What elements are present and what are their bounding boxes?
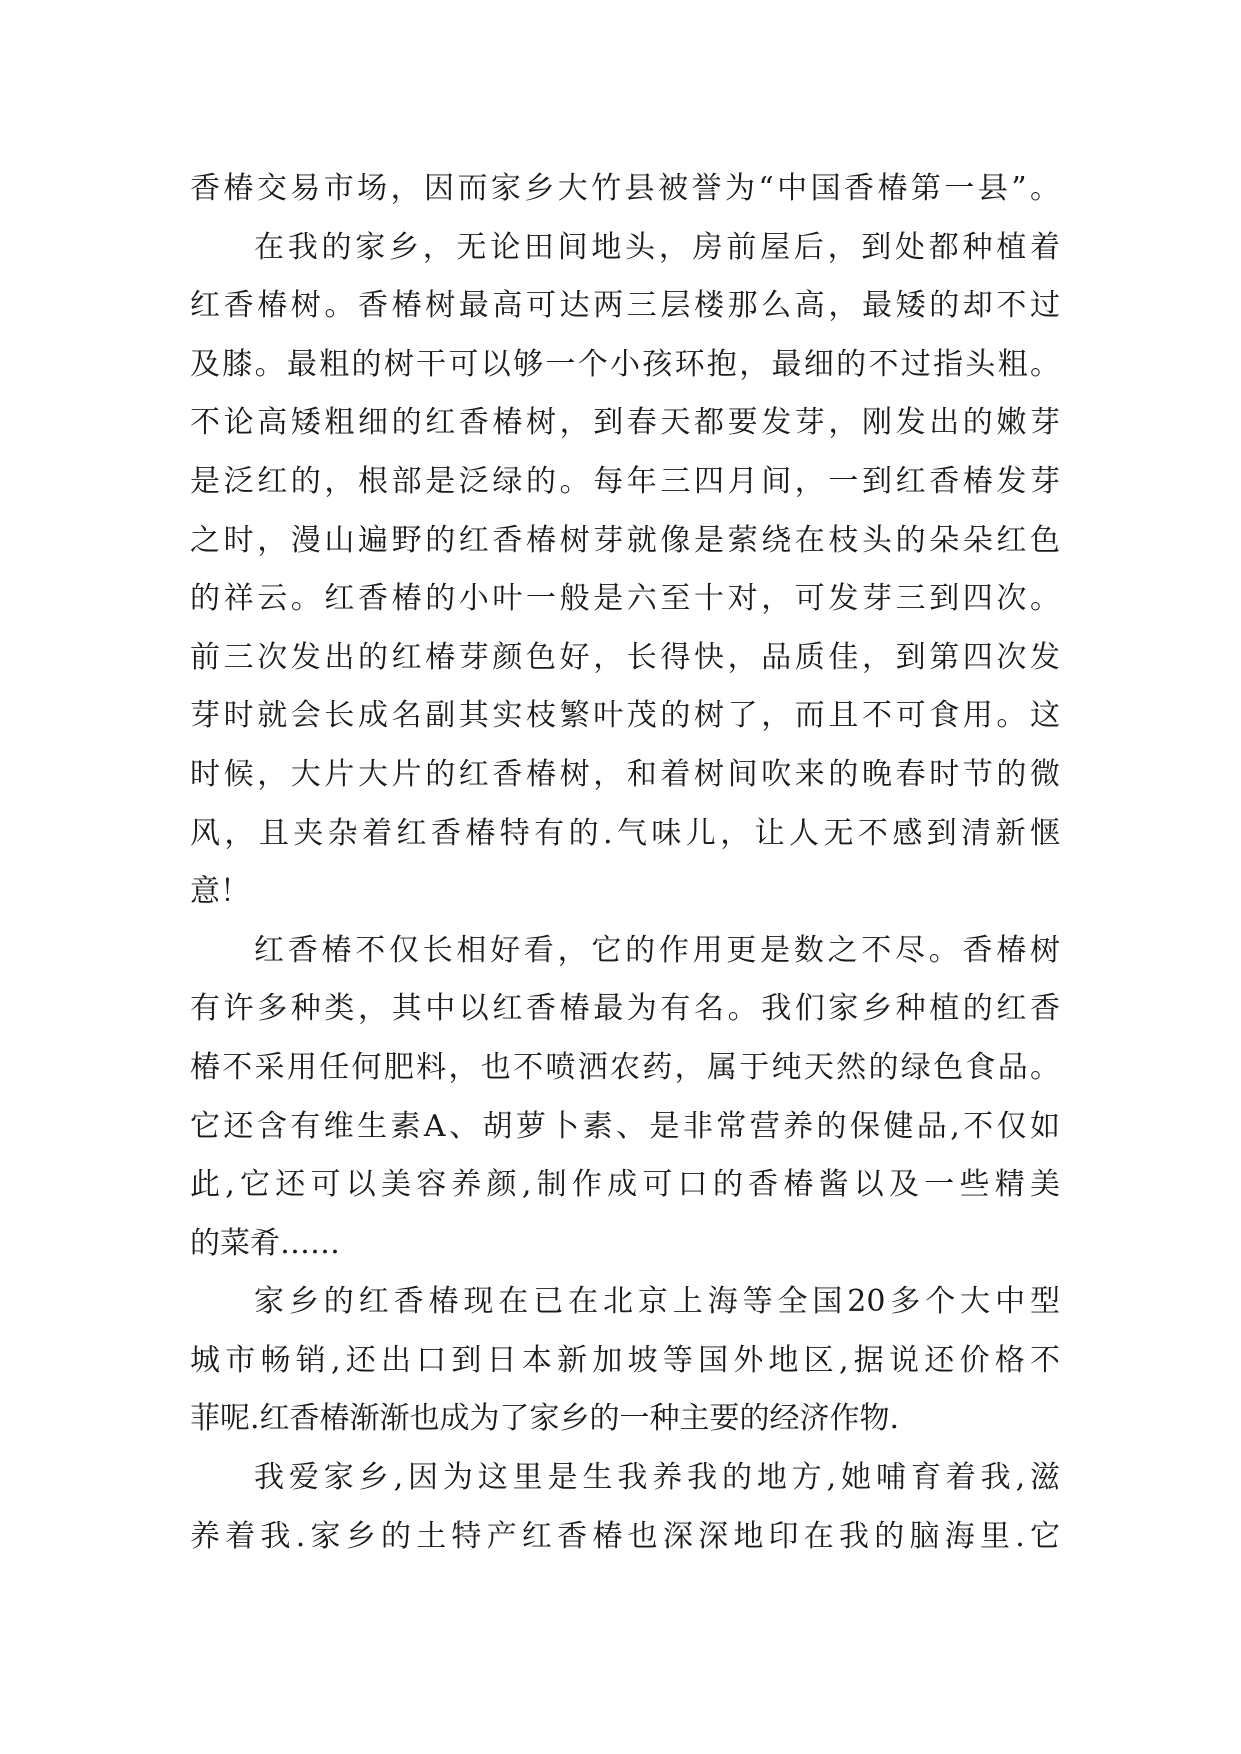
text-line: 是泛红的，根部是泛绿的。每年三四月间，一到红香椿发芽 [190,463,1060,499]
text-line: 此,它还可以美容养颜,制作成可口的香椿酱以及一些精美 [190,1167,1060,1203]
text-line: 在我的家乡，无论田间地头，房前屋后，到处都种植着 [254,229,1060,265]
text-line: 芽时就会长成名副其实枝繁叶茂的树了，而且不可食用。这 [190,698,1060,734]
text-line: 香椿交易市场，因而家乡大竹县被誉为“中国香椿第一县”。 [190,171,1060,206]
text-line: 有许多种类，其中以红香椿最为有名。我们家乡种植的红香 [190,991,1060,1027]
text-line: 的祥云。红香椿的小叶一般是六至十对，可发芽三到四次。 [190,581,1060,617]
text-line: 及膝。最粗的树干可以够一个小孩环抱，最细的不过指头粗。 [190,346,1060,382]
text-line: 的菜肴…… [190,1225,340,1261]
text-line: 我爱家乡,因为这里是生我养我的地方,她哺育着我,滋 [254,1460,1060,1496]
text-line: 它还含有维生素A、胡萝卜素、是非常营养的保健品,不仅如 [190,1108,1060,1144]
text-line: 不论高矮粗细的红香椿树，到春天都要发芽，刚发出的嫩芽 [190,405,1060,441]
text-line: 椿不采用任何肥料，也不喷洒农药，属于纯天然的绿色食品。 [190,1049,1060,1085]
text-line: 时候，大片大片的红香椿树，和着树间吹来的晚春时节的微 [190,756,1060,792]
text-line: 风，且夹杂着红香椿特有的.气味儿，让人无不感到清新惬 [190,815,1060,851]
text-line: 之时，漫山遍野的红香椿树芽就像是萦绕在枝头的朵朵红色 [190,522,1060,558]
text-line: 养着我.家乡的土特产红香椿也深深地印在我的脑海里.它 [190,1518,1060,1554]
body-text [190,160,1060,1566]
text-line: 意！ [190,874,250,910]
text-line: 家乡的红香椿现在已在北京上海等全国20多个大中型 [254,1284,1060,1320]
text-line: 前三次发出的红椿芽颜色好，长得快，品质佳，到第四次发 [190,639,1060,675]
text-line: 菲呢.红香椿渐渐也成为了家乡的一种主要的经济作物. [190,1401,900,1437]
text-line: 红香椿不仅长相好看，它的作用更是数之不尽。香椿树 [254,932,1060,968]
text-line: 城市畅销,还出口到日本新加坡等国外地区,据说还价格不 [190,1342,1060,1378]
text-line: 红香椿树。香椿树最高可达两三层楼那么高，最矮的却不过 [190,288,1060,324]
